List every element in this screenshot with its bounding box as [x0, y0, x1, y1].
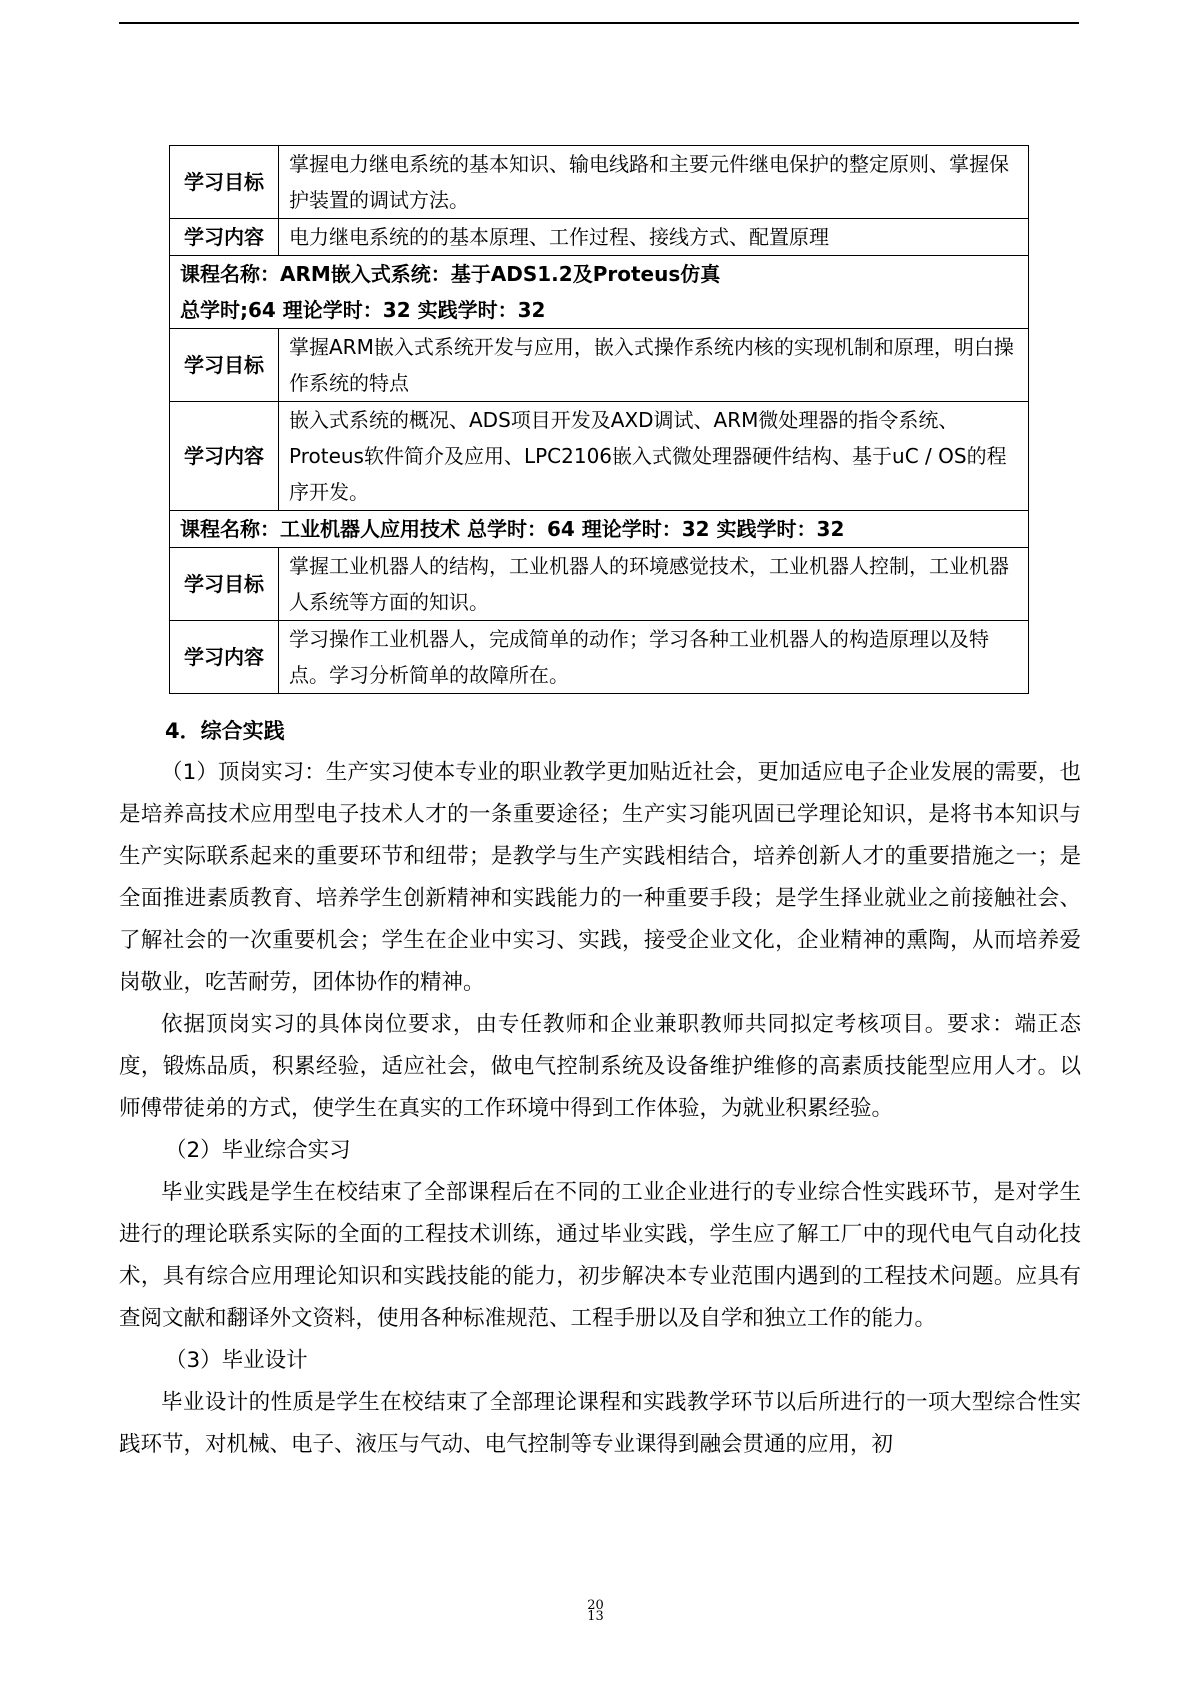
page-number [0, 1600, 1191, 1622]
subheading: （3）毕业设计 [165, 1348, 308, 1373]
course-header-row [170, 511, 1029, 548]
course-header: 课程名称：工业机器人应用技术 总学时：64 理论学时：32 实践学时：32 [170, 511, 1029, 548]
row-label: 学习目标 [170, 329, 279, 402]
row-label: 学习目标 [170, 146, 279, 219]
row-label: 学习内容 [170, 219, 279, 256]
course-hours: 总学时;64 理论学时：32 实践学时：32 [180, 298, 546, 322]
row-text: 掌握ARM嵌入式系统开发与应用，嵌入式操作系统内核的实现机制和原理，明白操作系统的特点 [279, 329, 1029, 402]
table-row [170, 548, 1029, 621]
course-header [170, 256, 1029, 329]
row-text: 掌握工业机器人的结构，工业机器人的环境感觉技术，工业机器人控制，工业机器人系统等方面的知识。 [279, 548, 1029, 621]
table-row [170, 219, 1029, 256]
table-row [170, 621, 1029, 694]
paragraph: （1）顶岗实习：生产实习使本专业的职业教学更加贴近社会，更加适应电子企业发展的需要，也是培养高技术应用型电子技术人才的一条重要途径；生产实习能巩固已学理论知识，是将书本知识与生产实际联系起来的重要环节和纽带；是教学与生产实践相结合，培养创新人才的重要措施之一；是全面推进素质教育、培养学生创新精神和实践能力的一种重要手段；是学生择业就业之前接触社会、了解社会的一次重要机会；学生在企业中实习、实践，接受企业文化，企业精神的熏陶，从而培养爱岗敬业，吃苦耐劳，团体协作的精神。 [119, 760, 1081, 995]
row-label: 学习内容 [170, 402, 279, 511]
page-number-b: 13 [587, 1609, 604, 1624]
section-heading: 4．综合实践 [165, 719, 285, 743]
table-row [170, 329, 1029, 402]
row-label: 学习目标 [170, 548, 279, 621]
header-rule [119, 22, 1079, 24]
table-row [170, 402, 1029, 511]
course-header-row [170, 256, 1029, 329]
paragraph: 毕业设计的性质是学生在校结束了全部理论课程和实践教学环节以后所进行的一项大型综合性实践环节，对机械、电子、液压与气动、电气控制等专业课得到融会贯通的应用，初 [119, 1390, 1081, 1457]
paragraph: 依据顶岗实习的具体岗位要求，由专任教师和企业兼职教师共同拟定考核项目。要求：端正态度，锻炼品质，积累经验，适应社会，做电气控制系统及设备维护维修的高素质技能型应用人才。以师傅带徒弟的方式，使学生在真实的工作环境中得到工作体验，为就业积累经验。 [119, 1012, 1081, 1121]
page-number-a: 20 [587, 1598, 604, 1613]
course-title: 课程名称：ARM嵌入式系统：基于ADS1.2及Proteus仿真 [180, 262, 721, 286]
section-content [119, 710, 1081, 1466]
table-row [170, 146, 1029, 219]
row-text: 电力继电系统的的基本原理、工作过程、接线方式、配置原理 [279, 219, 1029, 256]
course-table [169, 145, 1029, 694]
row-text: 嵌入式系统的概况、ADS项目开发及AXD调试、ARM微处理器的指令系统、Proteus软件简介及应用、LPC2106嵌入式微处理器硬件结构、基于uC / OS的程序开发。 [279, 402, 1029, 511]
row-text: 掌握电力继电系统的基本知识、输电线路和主要元件继电保护的整定原则、掌握保护装置的调试方法。 [279, 146, 1029, 219]
row-text: 学习操作工业机器人，完成简单的动作；学习各种工业机器人的构造原理以及特点。学习分析简单的故障所在。 [279, 621, 1029, 694]
row-label: 学习内容 [170, 621, 279, 694]
paragraph: 毕业实践是学生在校结束了全部课程后在不同的工业企业进行的专业综合性实践环节，是对学生进行的理论联系实际的全面的工程技术训练，通过毕业实践，学生应了解工厂中的现代电气自动化技术，具有综合应用理论知识和实践技能的能力，初步解决本专业范围内遇到的工程技术问题。应具有查阅文献和翻译外文资料，使用各种标准规范、工程手册以及自学和独立工作的能力。 [119, 1180, 1081, 1331]
subheading: （2）毕业综合实习 [165, 1138, 351, 1163]
